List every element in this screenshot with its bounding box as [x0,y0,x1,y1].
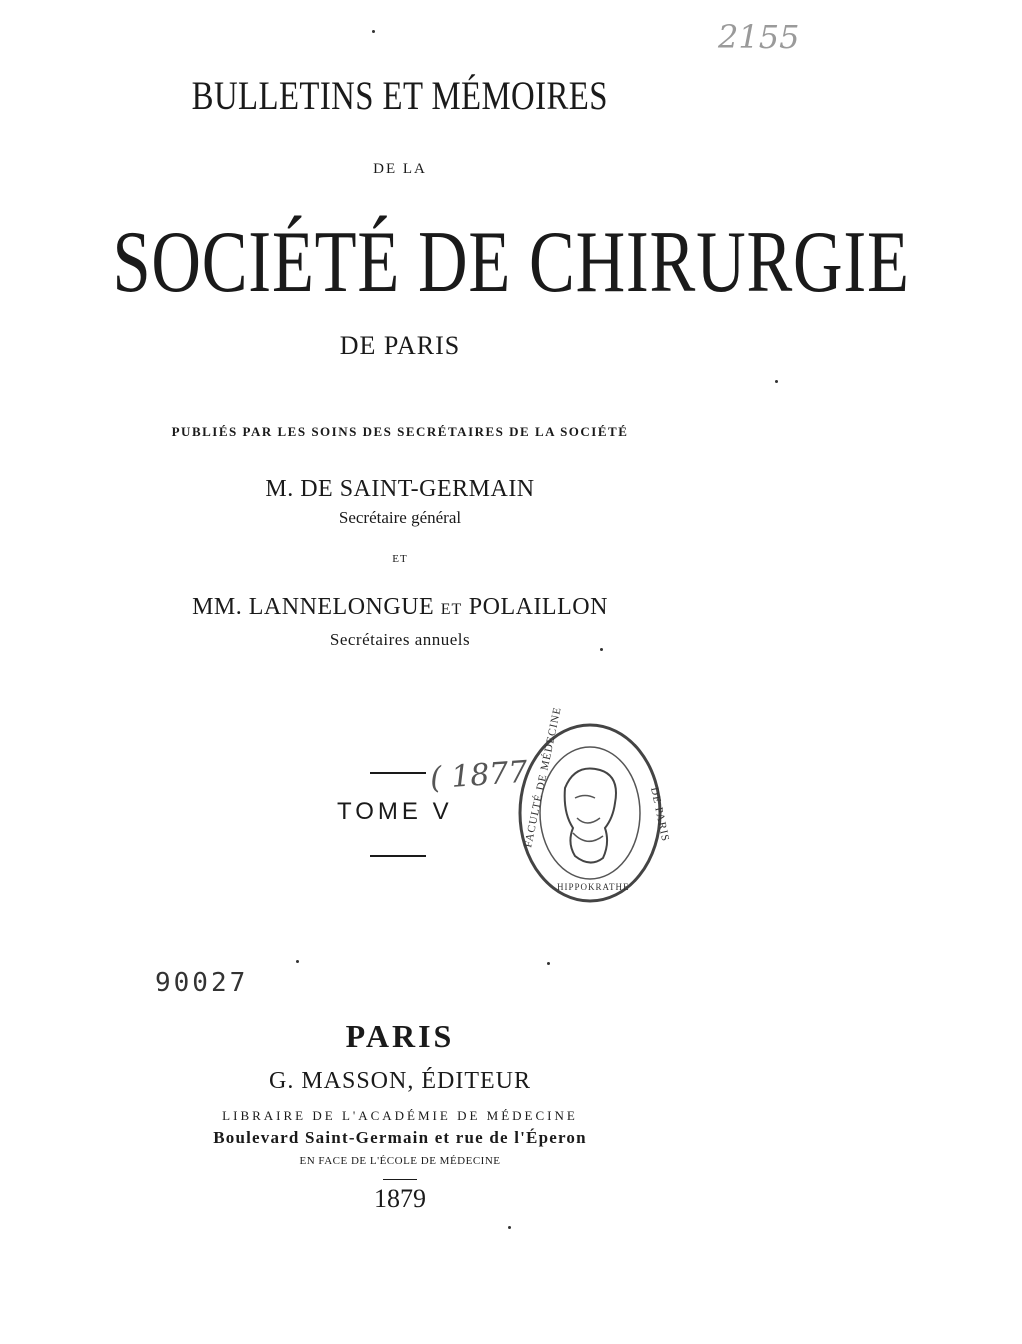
imprint-year: 1879 [374,1184,426,1213]
imprint-divider [383,1179,417,1180]
annual-secretaries-role: Secrétaires annuels [329,630,471,649]
library-stamp [515,705,672,908]
imprint-address: Boulevard Saint-Germain et rue de l'Éperon [213,1128,587,1147]
divider-bottom [370,855,426,857]
annual-secretaries-names [0,594,800,621]
ink-speck [296,960,299,963]
conjunction-et: ET [392,553,408,565]
stamp-text-bottom: HIPPOKRATHE [557,882,630,892]
ink-speck [600,648,603,651]
title-societe [0,212,910,313]
inventory-number: 90027 [155,968,249,998]
imprint-city: PARIS [345,1018,455,1054]
title-line-1 [0,72,800,119]
title-societe-text: SOCIÉTÉ DE CHIRURGIE [112,214,910,311]
title-bulletins: BULLETINS ET MÉMOIRES [191,73,609,118]
ink-speck [547,962,550,965]
imprint-location: EN FACE DE L'ÉCOLE DE MÉDECINE [299,1155,501,1167]
title-de-paris: DE PARIS [339,331,461,360]
title-de-la: DE LA [373,161,427,177]
ink-speck [775,380,778,383]
annual-secretaries-suffix: POLAILLON [468,594,608,620]
divider-top [370,772,426,774]
handwritten-year-note: ( 1877 [428,754,529,797]
stamp-text-right: DE PARIS [648,786,672,844]
handwritten-year: 1877 [450,754,529,795]
annual-secretaries-et: ET [440,601,463,618]
handwritten-shelf-mark: 2155 [718,18,800,56]
secretary-general-name: M. DE SAINT-GERMAIN [265,476,535,502]
stamp-portrait [565,768,616,862]
tome-label: TOME V [337,798,453,825]
stamp-text-left: FACULTÉ DE MÉDECINE [522,705,564,849]
secretary-general-role: Secrétaire général [338,508,462,527]
ink-speck [508,1226,511,1229]
imprint-bookseller: LIBRAIRE DE L'ACADÉMIE DE MÉDECINE [222,1108,578,1123]
imprint-publisher: G. MASSON, ÉDITEUR [268,1068,531,1094]
published-by: PUBLIÉS PAR LES SOINS DES SECRÉTAIRES DE LA SOCIÉTÉ [171,424,629,439]
annual-secretaries-prefix: MM. LANNELONGUE [192,594,435,620]
ink-speck [372,30,375,33]
